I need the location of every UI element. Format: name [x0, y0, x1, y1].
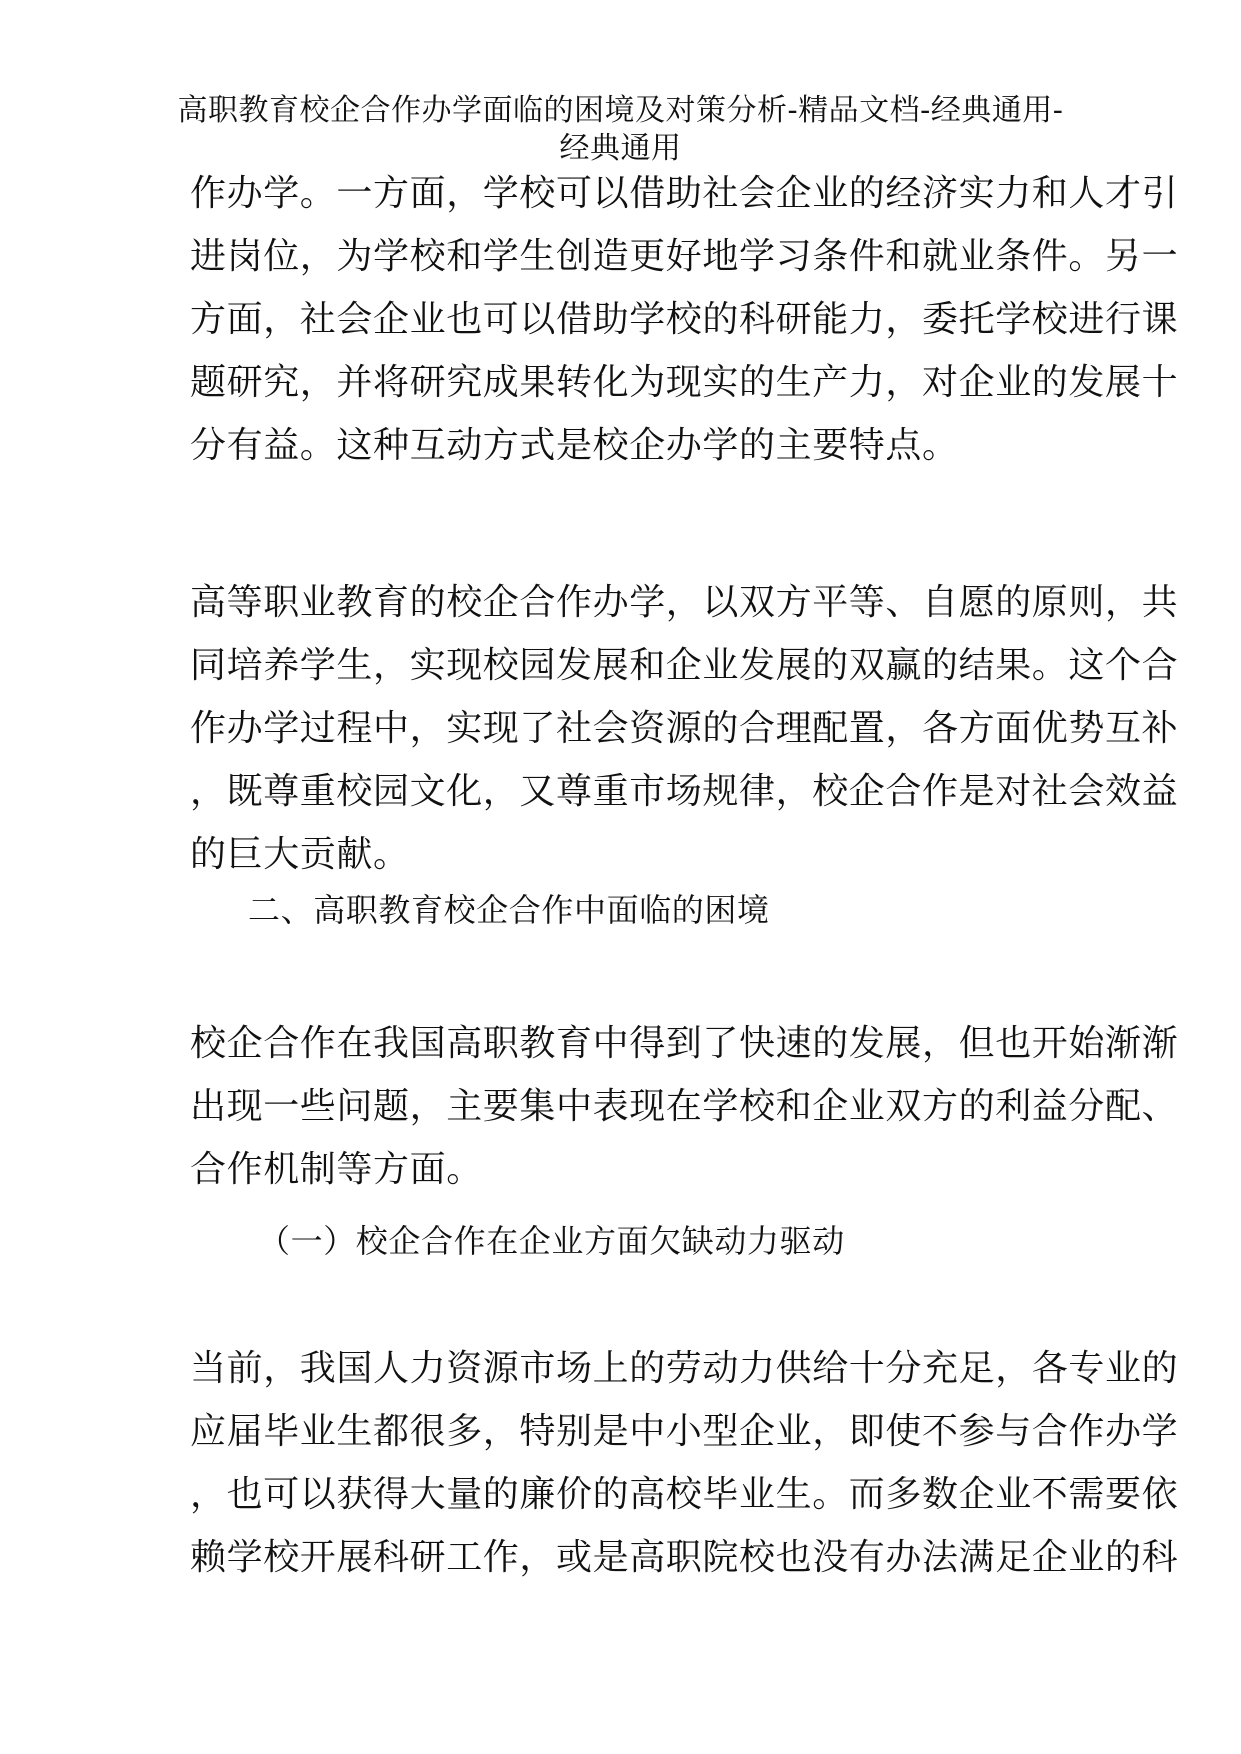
paragraph-line: 作办学过程中，实现了社会资源的合理配置，各方面优势互补 [190, 708, 1179, 749]
paragraph-line: 题研究，并将研究成果转化为现实的生产力，对企业的发展十 [190, 362, 1179, 403]
paragraph-line: 作办学。一方面，学校可以借助社会企业的经济实力和人才引 [190, 173, 1179, 214]
paragraph-line: 分有益。这种互动方式是校企办学的主要特点。 [190, 425, 959, 466]
paragraph-4 [190, 1337, 1179, 1589]
paragraph-line: 校企合作在我国高职教育中得到了快速的发展，但也开始渐渐 [190, 1023, 1179, 1064]
paragraph-line: 高等职业教育的校企合作办学，以双方平等、自愿的原则，共 [190, 582, 1179, 623]
paragraph-line: 赖学校开展科研工作，或是高职院校也没有办法满足企业的科 [190, 1537, 1179, 1578]
paragraph-line: 同培养学生，实现校园发展和企业发展的双赢的结果。这个合 [190, 645, 1179, 686]
paragraph-3 [190, 1012, 1179, 1201]
document-header [170, 92, 1071, 168]
paragraph-1 [190, 162, 1179, 477]
paragraph-line: ，既尊重校园文化，又尊重市场规律，校企合作是对社会效益 [190, 771, 1179, 812]
paragraph-line: 的巨大贡献。 [190, 834, 410, 875]
paragraph-line: 出现一些问题，主要集中表现在学校和企业双方的利益分配、 [190, 1086, 1179, 1127]
section-heading-2: 二、高职教育校企合作中面临的困境 [248, 891, 770, 929]
header-title-line-2: 经典通用 [559, 131, 682, 166]
subsection-heading-1: （一）校企合作在企业方面欠缺动力驱动 [258, 1222, 845, 1260]
paragraph-2 [190, 571, 1179, 886]
paragraph-line: 应届毕业生都很多，特别是中小型企业，即使不参与合作办学 [190, 1411, 1179, 1452]
header-title-line-1: 高职教育校企合作办学面临的困境及对策分析-精品文档-经典通用- [177, 93, 1064, 128]
paragraph-line: 进岗位，为学校和学生创造更好地学习条件和就业条件。另一 [190, 236, 1179, 277]
paragraph-line: 合作机制等方面。 [190, 1149, 483, 1190]
paragraph-line: 当前，我国人力资源市场上的劳动力供给十分充足，各专业的 [190, 1348, 1179, 1389]
paragraph-line: ，也可以获得大量的廉价的高校毕业生。而多数企业不需要依 [190, 1474, 1179, 1515]
paragraph-line: 方面，社会企业也可以借助学校的科研能力，委托学校进行课 [190, 299, 1179, 340]
